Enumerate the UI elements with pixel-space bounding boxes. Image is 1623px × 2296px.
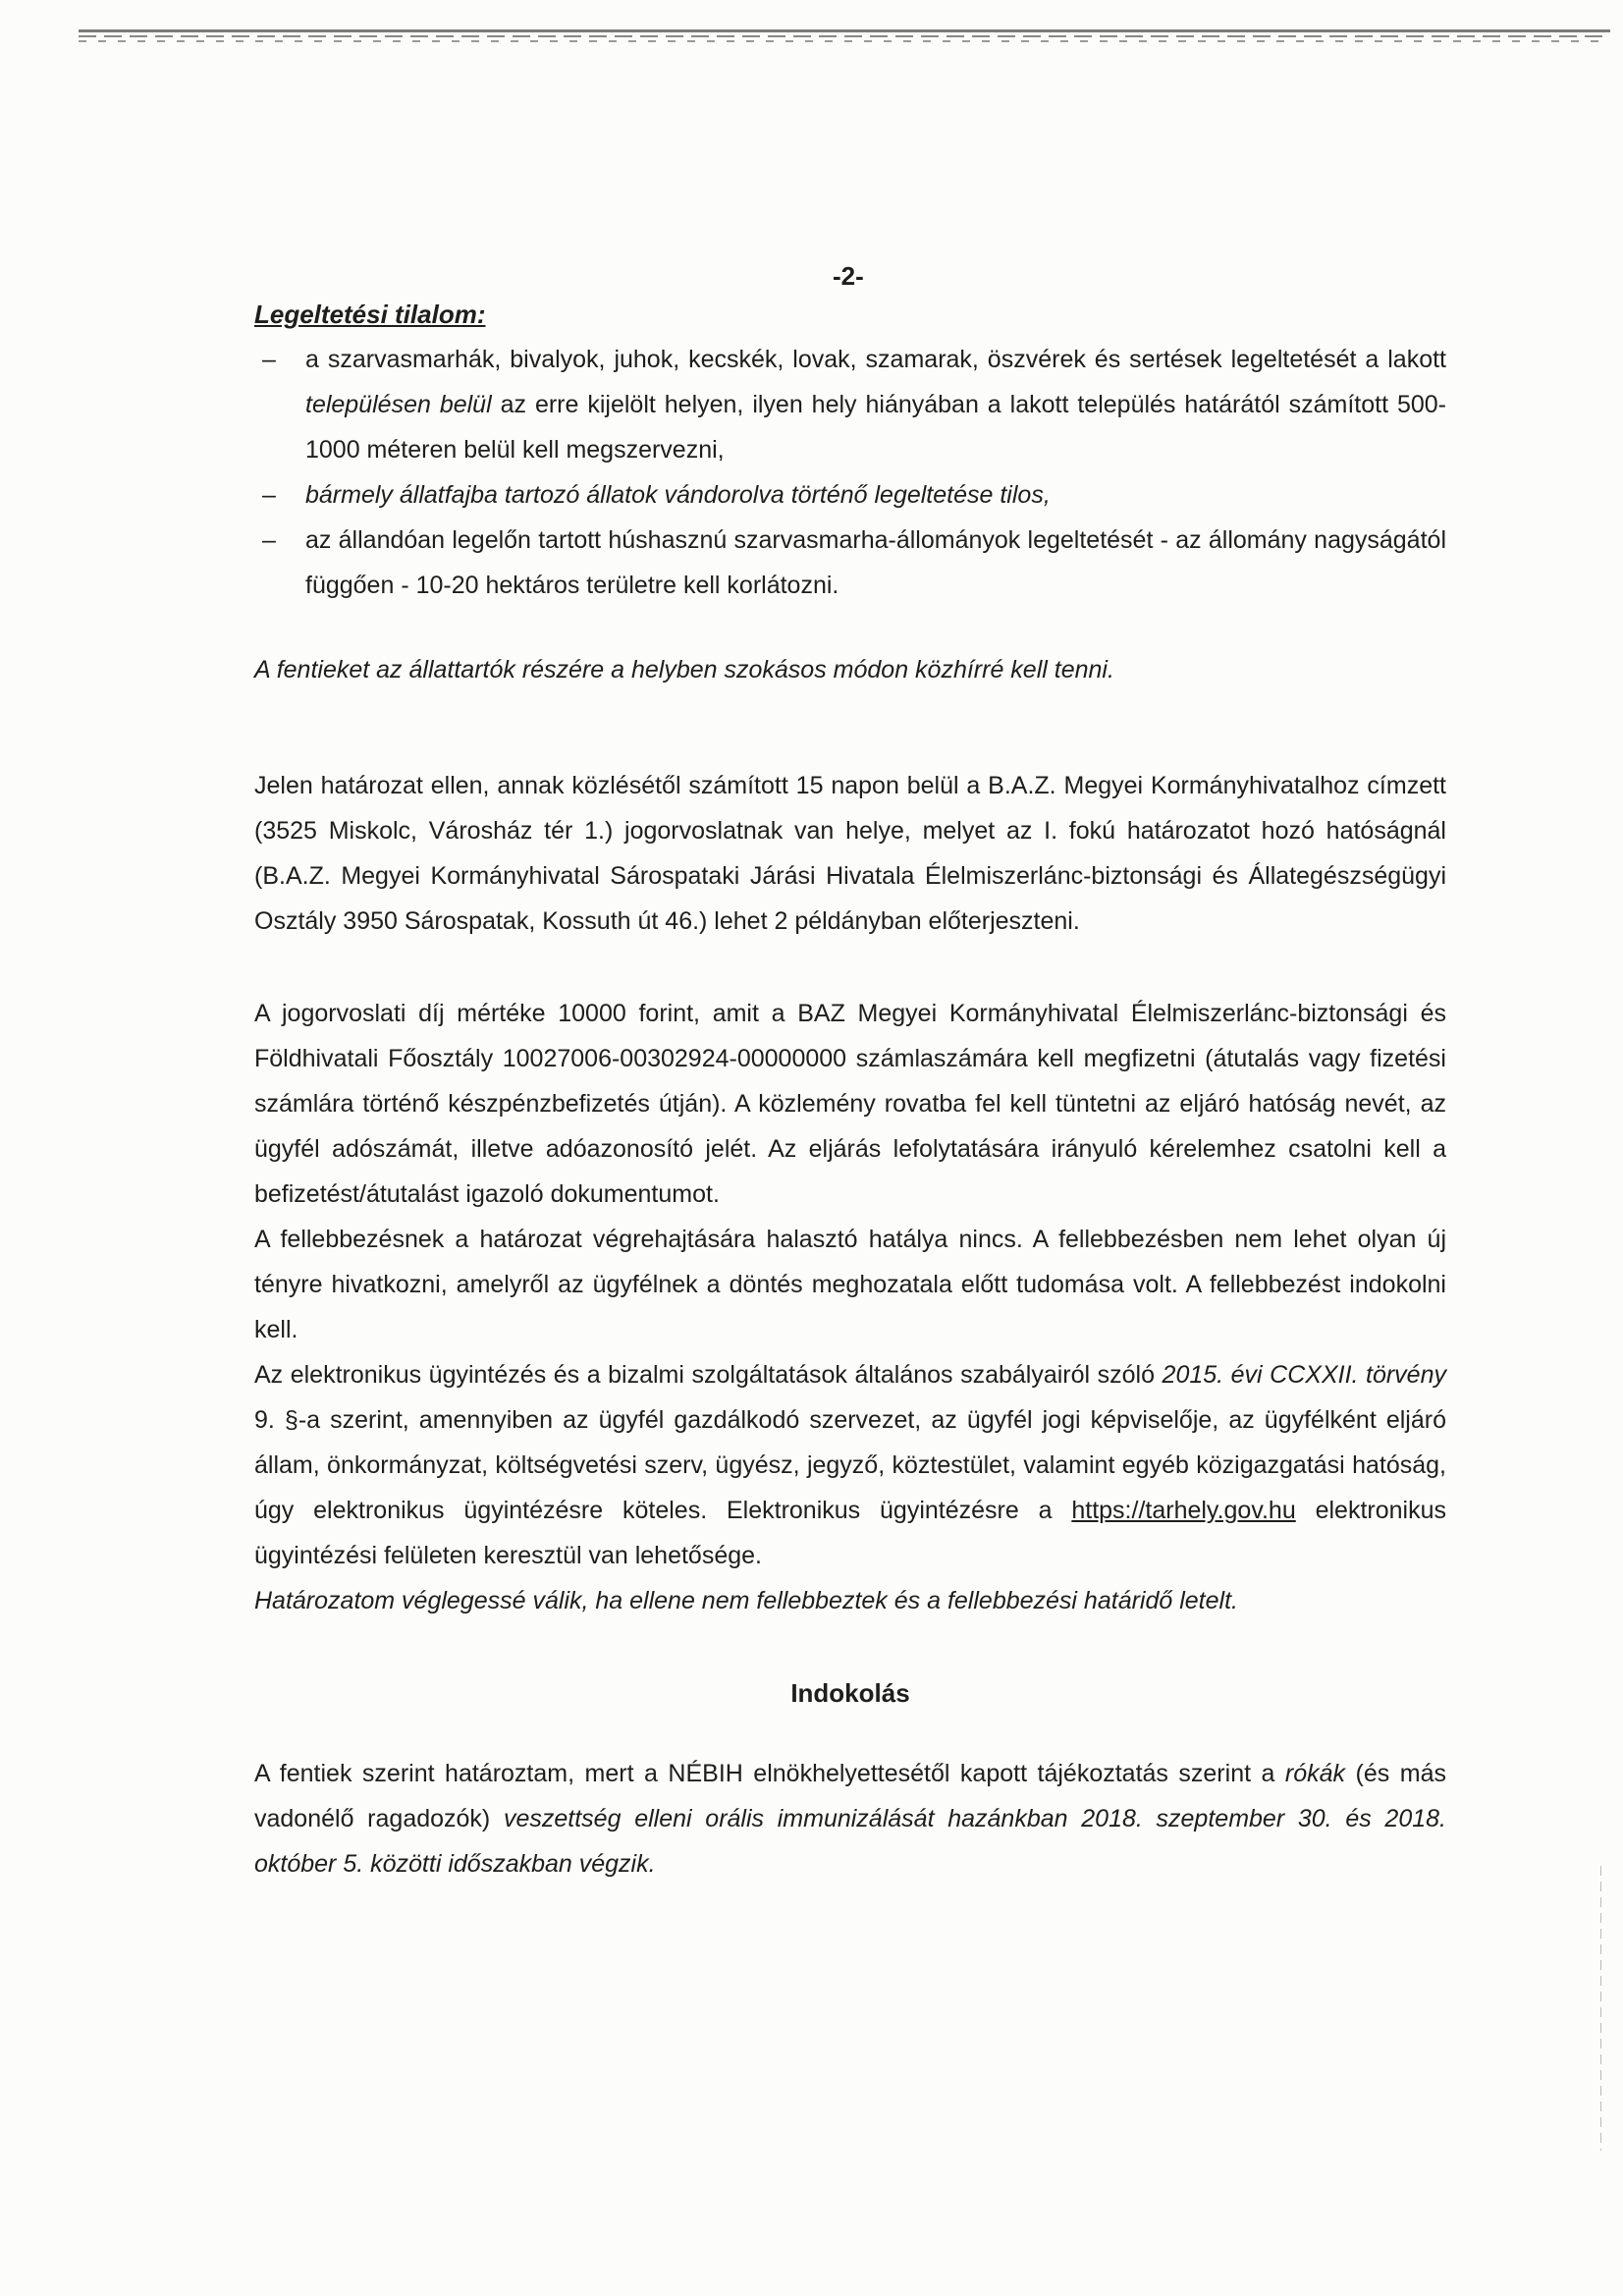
reasoning-text-italic: rókák [1284, 1760, 1346, 1787]
document-body [254, 292, 1446, 1886]
scan-margin-artifact [1600, 1866, 1601, 2151]
scan-artifact-band [79, 26, 1610, 49]
final-statement: Határozatom véglegessé válik, ha ellene nem fellebbeztek és a fellebbezési határidő letelt. [254, 1587, 1238, 1614]
bullet-text: a szarvasmarhák, bivalyok, juhok, kecskék, lovak, szamarak, öszvérek és sertések legeltetését a lakott [305, 346, 1446, 373]
law-reference: 2015. évi CCXXII. törvény [1162, 1361, 1446, 1389]
bullet-text: az állandóan legelőn tartott húshasznú szarvasmarha-állományok legeltetését - az állomány nagyságától függően - 10-20 hektáros területre kell korlátozni. [305, 526, 1446, 599]
bullet-dash: – [262, 481, 276, 509]
bullet-item [254, 337, 1446, 472]
tarhely-link[interactable]: https://tarhely.gov.hu [1071, 1497, 1296, 1524]
reasoning-text: A fentiek szerint határoztam, mert a NÉBIH elnökhelyettesétől kapott tájékoztatás szerint a [254, 1760, 1285, 1787]
bullet-dash: – [262, 526, 276, 554]
electronic-paragraph [254, 1352, 1446, 1578]
appeal-paragraph: Jelen határozat ellen, annak közlésétől számított 15 napon belül a B.A.Z. Megyei Kormányhivatalhoz címzett (3525 Miskolc, Városház tér 1.) jogorvoslatnak van helye, melyet az I. fokú határozatot hozó hatóságnál (B.A.Z. Megyei Kormányhivatal Sárospataki Járási Hivatala Élelmiszerlánc-biztonsági és Állategészségügyi Osztály 3950 Sárospatak, Kossuth út 46.) lehet 2 példányban előterjeszteni. [254, 772, 1446, 935]
reasoning-text: (és más vadonélő ragadozók) [254, 1760, 1446, 1832]
suspension-paragraph: A fellebbezésnek a határozat végrehajtására halasztó hatálya nincs. A fellebbezésben nem lehet olyan új tényre hivatkozni, amelyről az ügyfélnek a döntés meghozatala előtt tudomása volt. A fellebbezést indokolni kell. [254, 1226, 1446, 1343]
bullet-text-italic: bármely állatfajba tartozó állatok vándorolva történő legeltetése tilos, [305, 481, 1051, 509]
fee-paragraph: A jogorvoslati díj mértéke 10000 forint, amit a BAZ Megyei Kormányhivatal Élelmiszerlánc-biztonsági és Földhivatali Főosztály 10027006-00302924-00000000 számlaszámára kell megfizetni (átutalás vagy fizetési számlára történő készpénzbefizetés útján). A közlemény rovatba fel kell tüntetni az eljáró hatóság nevét, az ügyfél adószámát, illetve adóazonosító jelét. Az eljárás lefolytatására irányuló kérelemhez csatolni kell a befizetést/átutalást igazoló dokumentumot. [254, 1000, 1446, 1208]
bullet-text-italic: településen belül [305, 391, 492, 418]
bullet-text: az erre kijelölt helyen, ilyen hely hiányában a lakott település határától számított 500-1000 méteren belül kell megszervezni, [305, 391, 1447, 464]
electronic-text: 9. §-a szerint, amennyiben az ügyfél gazdálkodó szervezet, az ügyfél jogi képviselője, az ügyfélként eljáró állam, önkormányzat, költségvetési szerv, ügyész, jegyző, köztestület, valamint egyéb közigazgatási hatóság, úgy elektronikus ügyintézésre köteles. Elektronikus ügyintézésre a [254, 1406, 1446, 1524]
electronic-text: Az elektronikus ügyintézés és a bizalmi szolgáltatások általános szabályairól szóló [254, 1361, 1163, 1389]
reasoning-paragraph [254, 1751, 1446, 1886]
notice-paragraph: A fentieket az állattartók részére a helyben szokásos módon közhírré kell tenni. [254, 656, 1114, 683]
reasoning-text-italic: veszettség elleni orális immunizálását hazánkban 2018. szeptember 30. és 2018. október 5. közötti időszakban végzik. [254, 1805, 1446, 1878]
electronic-text: elektronikus ügyintézési felületen keresztül van lehetősége. [254, 1497, 1446, 1569]
page-number: -2- [833, 261, 864, 291]
bullet-item [254, 518, 1446, 608]
scan-artifact-line [79, 40, 1610, 42]
reasoning-heading: Indokolás [790, 1678, 910, 1708]
scan-artifact-line [79, 35, 1610, 37]
section-title: Legeltetési tilalom: [254, 300, 486, 329]
bullet-dash: – [262, 346, 276, 373]
bullet-item [254, 472, 1446, 518]
bullet-list [254, 337, 1446, 608]
scan-artifact-line [79, 29, 1610, 32]
